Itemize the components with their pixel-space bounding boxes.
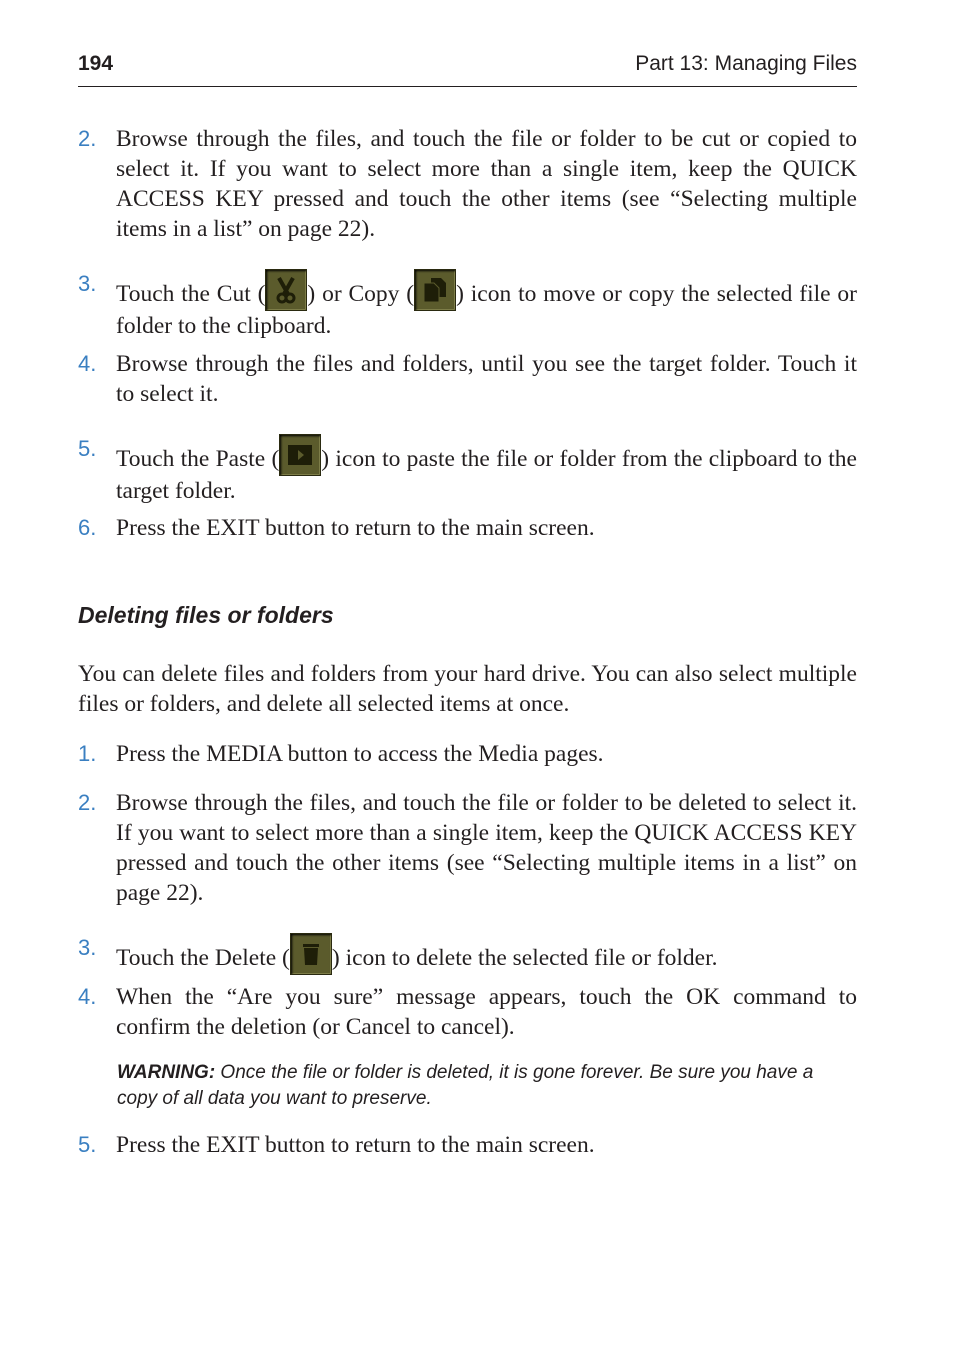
item-number: 4.: [78, 984, 97, 1009]
item-text: Browse through the files and folders, until you see the target folder. Touch it to select it.: [116, 351, 857, 407]
item-text: Browse through the files, and touch the file or folder to be deleted to select it. If you want to select more than a single item, keep the QUICK ACCESS KEY pressed and touch the other items (see “Selecting multiple items in a list” on page 22).: [116, 790, 857, 906]
item-text: Touch the Cut ( ) or Copy ( ) icon to move or copy the selected file or folder to the clipboard.: [116, 269, 857, 341]
warning-text: Once the file or folder is deleted, it is gone forever. Be sure you have a copy of all data you want to preserve.: [117, 1062, 814, 1109]
list-item: [78, 788, 857, 908]
copy-icon: [414, 269, 456, 311]
item-number: 2.: [78, 790, 97, 815]
item-text: Browse through the files, and touch the file or folder to be cut or copied to select it. If you want to select more than a single item, keep the QUICK ACCESS KEY pressed and touch the other items (see “Selecting multiple items in a list” on page 22).: [116, 126, 857, 242]
item-text: Touch the Paste ( ) icon to paste the file or folder from the clipboard to the target folder.: [116, 434, 857, 506]
list-item: [78, 982, 857, 1042]
section-heading: Deleting files or folders: [78, 602, 334, 628]
item-text: Press the MEDIA button to access the Media pages.: [116, 741, 604, 767]
list-item: [78, 269, 857, 341]
intro-paragraph: You can delete files and folders from your hard drive. You can also select multiple files or folders, and delete all selected items at once.: [78, 661, 857, 717]
list-item: [78, 933, 857, 975]
item-number: 5.: [78, 436, 97, 461]
list-item: [78, 349, 857, 409]
list-item: [78, 124, 857, 244]
item-number: 3.: [78, 935, 97, 960]
warning-label: WARNING:: [117, 1062, 216, 1083]
warning-note: [117, 1060, 857, 1112]
item-text: When the “Are you sure” message appears, touch the OK command to confirm the deletion (or Cancel to cancel).: [116, 984, 857, 1040]
cut-icon: [265, 269, 307, 311]
item-number: 2.: [78, 126, 97, 151]
item-number: 5.: [78, 1132, 97, 1157]
item-text: Press the EXIT button to return to the main screen.: [116, 515, 595, 541]
delete-trash-icon: [290, 933, 332, 975]
part-title: Part 13: Managing Files: [635, 52, 857, 75]
paste-icon: [279, 434, 321, 476]
list-item: [78, 739, 857, 769]
item-text: Touch the Delete ( ) icon to delete the selected file or folder.: [116, 933, 857, 975]
list-item: [78, 1130, 857, 1160]
item-number: 4.: [78, 351, 97, 376]
running-header: [78, 52, 857, 87]
item-number: 6.: [78, 515, 97, 540]
item-number: 1.: [78, 741, 97, 766]
list-item: [78, 434, 857, 506]
item-text: Press the EXIT button to return to the main screen.: [116, 1132, 595, 1158]
item-number: 3.: [78, 271, 97, 296]
list-item: [78, 513, 857, 543]
page-number: 194: [78, 52, 114, 75]
